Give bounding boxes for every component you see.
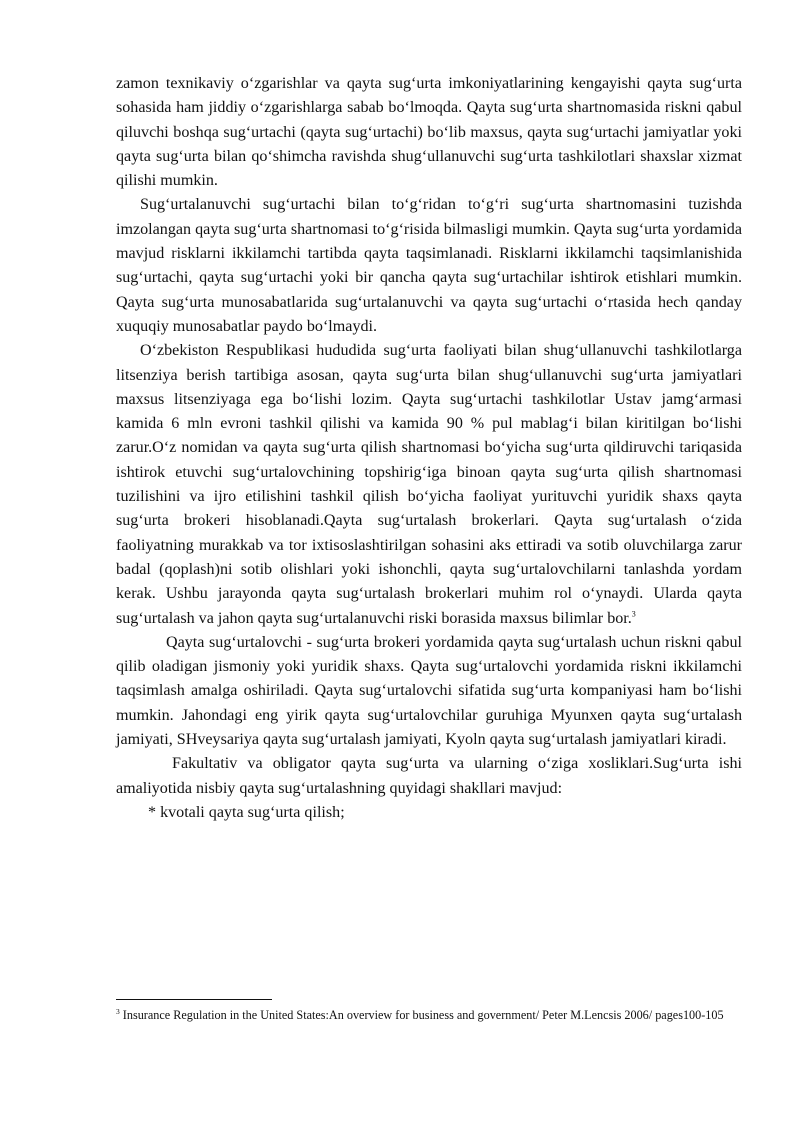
footnote-divider: [116, 999, 272, 1000]
body-text: [116, 72, 742, 825]
footnote-reference[interactable]: 3: [631, 609, 636, 619]
paragraph-1: zamon texnikaviy o‘zgarishlar va qayta sug‘urta imkoniyatlarining kengayishi qayta sug‘urta sohasida ham jiddiy o‘zgarishlarga sabab bo‘lmoqda. Qayta sug‘urta shartnomasida riskni qabul qiluvchi boshqa sug‘urtachi (qayta sug‘urtachi) bo‘lib maxsus, qayta sug‘urtachi jamiyatlar yoki qayta sug‘urta bilan qo‘shimcha ravishda shug‘ullanuvchi sug‘urta tashkilotlari shaxslar xizmat qilishi mumkin.: [116, 75, 742, 190]
footnote-number: 3: [116, 1006, 120, 1016]
footnote-text: Insurance Regulation in the United States:An overview for business and government/ Peter M.Lencsis 2006/ pages100-105: [122, 1008, 724, 1022]
list-item-kvotali: * kvotali qayta sug‘urta qilish;: [148, 803, 345, 821]
paragraph-3-text: O‘zbekiston Respublikasi hududida sug‘urta faoliyati bilan shug‘ullanuvchi tashkilotlarga litsenziya berish tartibiga asosan, qayta sug‘urta bilan shug‘ullanuvchi sug‘urta jamiyatlari maxsus litsenziyaga ega bo‘lishi lozim. Qayta sug‘urtachi tashkilotlar Ustav jamg‘armasi kamida 6 mln evroni tashkil qilishi va kamida 90 % pul mablag‘i bilan kiritilgan bo‘lishi zarur.O‘z nomidan va qayta sug‘urta qilish shartnomasi bo‘yicha sug‘urta qildiruvchi tariqasida ishtirok etuvchi sug‘urtalovchining topshirig‘iga binoan qayta sug‘urta qilish shartnomasi tuzilishini va ijro etilishini tashkil qilish bo‘yicha faoliyat yurituvchi yuridik shaxs qayta sug‘urta brokeri hisoblanadi.Qayta sug‘urtalash brokerlari. Qayta sug‘urtalash o‘zida faoliyatning murakkab va tor ixtisoslashtirilgan sohasini aks ettiradi va sotib oluvchilarga zarur badal (qoplash)ni sotib olishlari yoki ishonchli, qayta sug‘urtalovchilarni tanlashda yordam kerak. Ushbu jarayonda qayta sug‘urtalash brokerlari muhim rol o‘ynaydi. Ularda qayta sug‘urtalash va jahon qayta sug‘urtalanuvchi riski borasida maxsus bilimlar bor.: [116, 342, 742, 627]
paragraph-2: Sug‘urtalanuvchi sug‘urtachi bilan to‘g‘ridan to‘g‘ri sug‘urta shartnomasini tuzishda imzolangan qayta sug‘urta shartnomasi to‘g‘risida bilmasligi mumkin. Qayta sug‘urta yordamida mavjud risklarni ikkilamchi tartibda qayta taqsimlanadi. Risklarni ikkilamchi taqsimlanishida sug‘urtachi, qayta sug‘urtachi yoki bir qancha qayta sug‘urtachilar ishtirok etishlari mumkin. Qayta sug‘urta munosabatlarida sug‘urtalanuvchi va qayta sug‘urtachi o‘rtasida hech qanday xuquqiy munosabatlar paydo bo‘lmaydi.: [116, 196, 742, 335]
paragraph-5: Fakultativ va obligator qayta sug‘urta va ularning o‘ziga xosliklari.Sug‘urta ishi amaliyotida nisbiy qayta sug‘urtalashning quyidagi shakllari mavjud:: [116, 755, 742, 797]
paragraph-3: [116, 339, 742, 631]
paragraph-4: Qayta sug‘urtalovchi - sug‘urta brokeri yordamida qayta sug‘urtalash uchun riskni qabul qilib oladigan jismoniy yoki yuridik shaxs. Qayta sug‘urtalovchi yordamida riskni ikkilamchi taqsimlash amalga oshiriladi. Qayta sug‘urtalovchi sifatida sug‘urta kompaniyasi ham bo‘lishi mumkin. Jahondagi eng yirik qayta sug‘urtalovchilar guruhiga Myunxen qayta sug‘urtalash jamiyati, SHveysariya qayta sug‘urtalash jamiyati, Kyoln qayta sug‘urtalash jamiyatlari kiradi.: [116, 633, 742, 749]
footnote: [116, 1007, 742, 1024]
